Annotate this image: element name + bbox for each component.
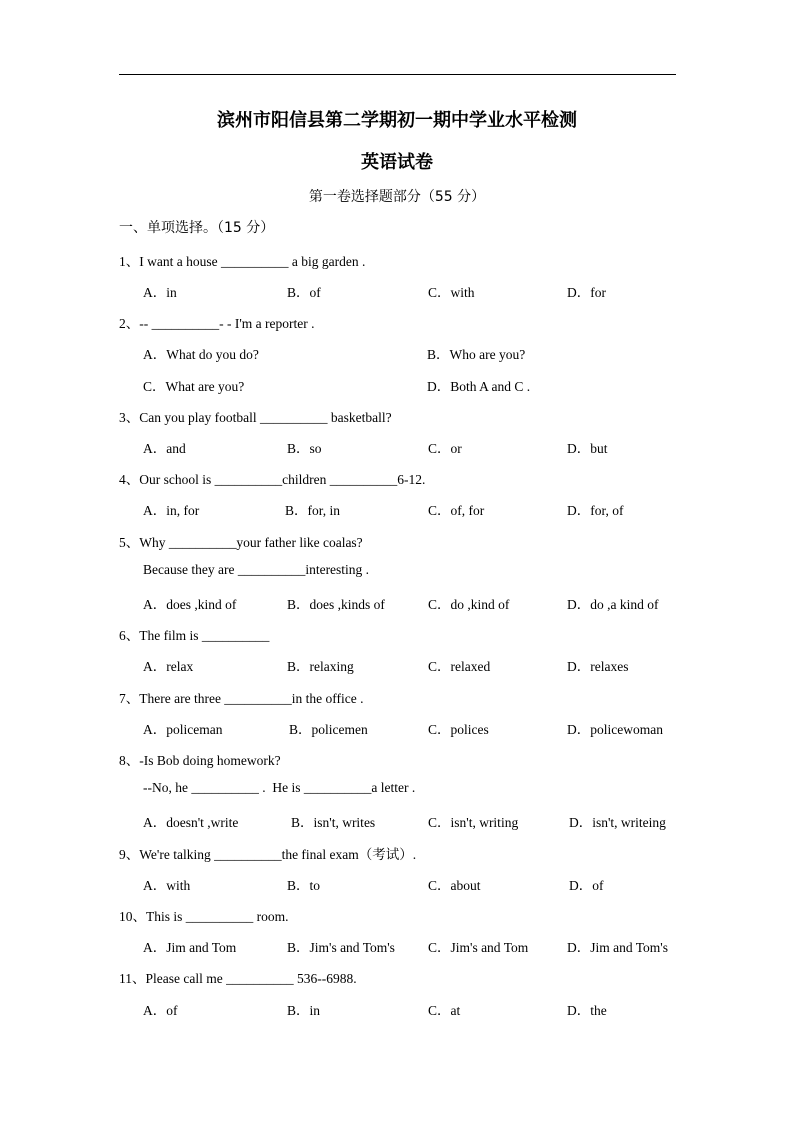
option-8c: C．isn't, writing (428, 815, 519, 830)
option-3a: A．and (143, 441, 186, 456)
option-3c: C．or (428, 441, 462, 456)
option-10a: A．Jim and Tom (143, 940, 237, 955)
option-6a: A．relax (143, 659, 194, 674)
option-11c: C．at (428, 1003, 461, 1018)
option-6d: D．relaxes (567, 659, 629, 674)
option-1d: D．for (567, 285, 606, 300)
question-3: 3、Can you play football __________ basketball? (119, 410, 392, 425)
option-8a: A．doesn't ,write (143, 815, 239, 830)
part-heading: 第一卷选择题部分（55 分） (308, 189, 486, 205)
option-10b: B．Jim's and Tom's (287, 940, 395, 955)
option-2d: D．Both A and C . (427, 379, 531, 394)
option-2b: B．Who are you? (427, 347, 526, 362)
question-10: 10、This is __________ room. (119, 909, 289, 924)
option-4c: C．of, for (428, 503, 485, 518)
option-1c: C．with (428, 285, 475, 300)
option-1b: B．of (287, 285, 321, 300)
question-7: 7、There are three __________in the office . (119, 691, 364, 706)
option-6b: B．relaxing (287, 659, 354, 674)
question-8: 8、-Is Bob doing homework? (119, 753, 281, 768)
option-5c: C．do ,kind of (428, 597, 510, 612)
option-4d: D．for, of (567, 503, 624, 518)
option-10d: D．Jim and Tom's (567, 940, 668, 955)
option-7b: B．policemen (289, 722, 368, 737)
option-9a: A．with (143, 878, 191, 893)
question-8-line2: --No, he __________ . He is __________a letter . (143, 780, 416, 795)
option-5b: B．does ,kinds of (287, 597, 385, 612)
option-3b: B．so (287, 441, 322, 456)
option-11d: D．the (567, 1003, 607, 1018)
option-8b: B．isn't, writes (291, 815, 376, 830)
option-11a: A．of (143, 1003, 178, 1018)
question-5: 5、Why __________your father like coalas? (119, 535, 363, 550)
option-8d: D．isn't, writeing (569, 815, 666, 830)
option-5d: D．do ,a kind of (567, 597, 659, 612)
question-11: 11、Please call me __________ 536--6988. (119, 971, 357, 986)
header-rule (119, 74, 676, 75)
option-4b: B．for, in (285, 503, 340, 518)
option-7c: C．polices (428, 722, 489, 737)
option-9b: B．to (287, 878, 321, 893)
section-heading: 一、单项选择。（15 分） (119, 220, 275, 236)
exam-title: 滨州市阳信县第二学期初一期中学业水平检测 (217, 110, 577, 131)
option-2c: C．What are you? (143, 379, 245, 394)
option-2a: A．What do you do? (143, 347, 259, 362)
option-4a: A．in, for (143, 503, 200, 518)
question-9: 9、We're talking __________the final exam（考试）. (119, 847, 417, 862)
option-9d: D．of (569, 878, 604, 893)
exam-subject: 英语试卷 (361, 152, 433, 173)
option-6c: C．relaxed (428, 659, 491, 674)
option-11b: B．in (287, 1003, 321, 1018)
option-10c: C．Jim's and Tom (428, 940, 529, 955)
question-2: 2、-- __________- - I'm a reporter . (119, 316, 315, 331)
question-1: 1、I want a house __________ a big garden . (119, 254, 366, 269)
question-5-line2: Because they are __________interesting . (143, 562, 370, 577)
option-7d: D．policewoman (567, 722, 663, 737)
option-7a: A．policeman (143, 722, 223, 737)
option-3d: D．but (567, 441, 608, 456)
option-9c: C．about (428, 878, 481, 893)
option-1a: A．in (143, 285, 177, 300)
question-4: 4、Our school is __________children __________6-12. (119, 472, 426, 487)
question-6: 6、The film is __________ (119, 628, 270, 643)
option-5a: A．does ,kind of (143, 597, 237, 612)
